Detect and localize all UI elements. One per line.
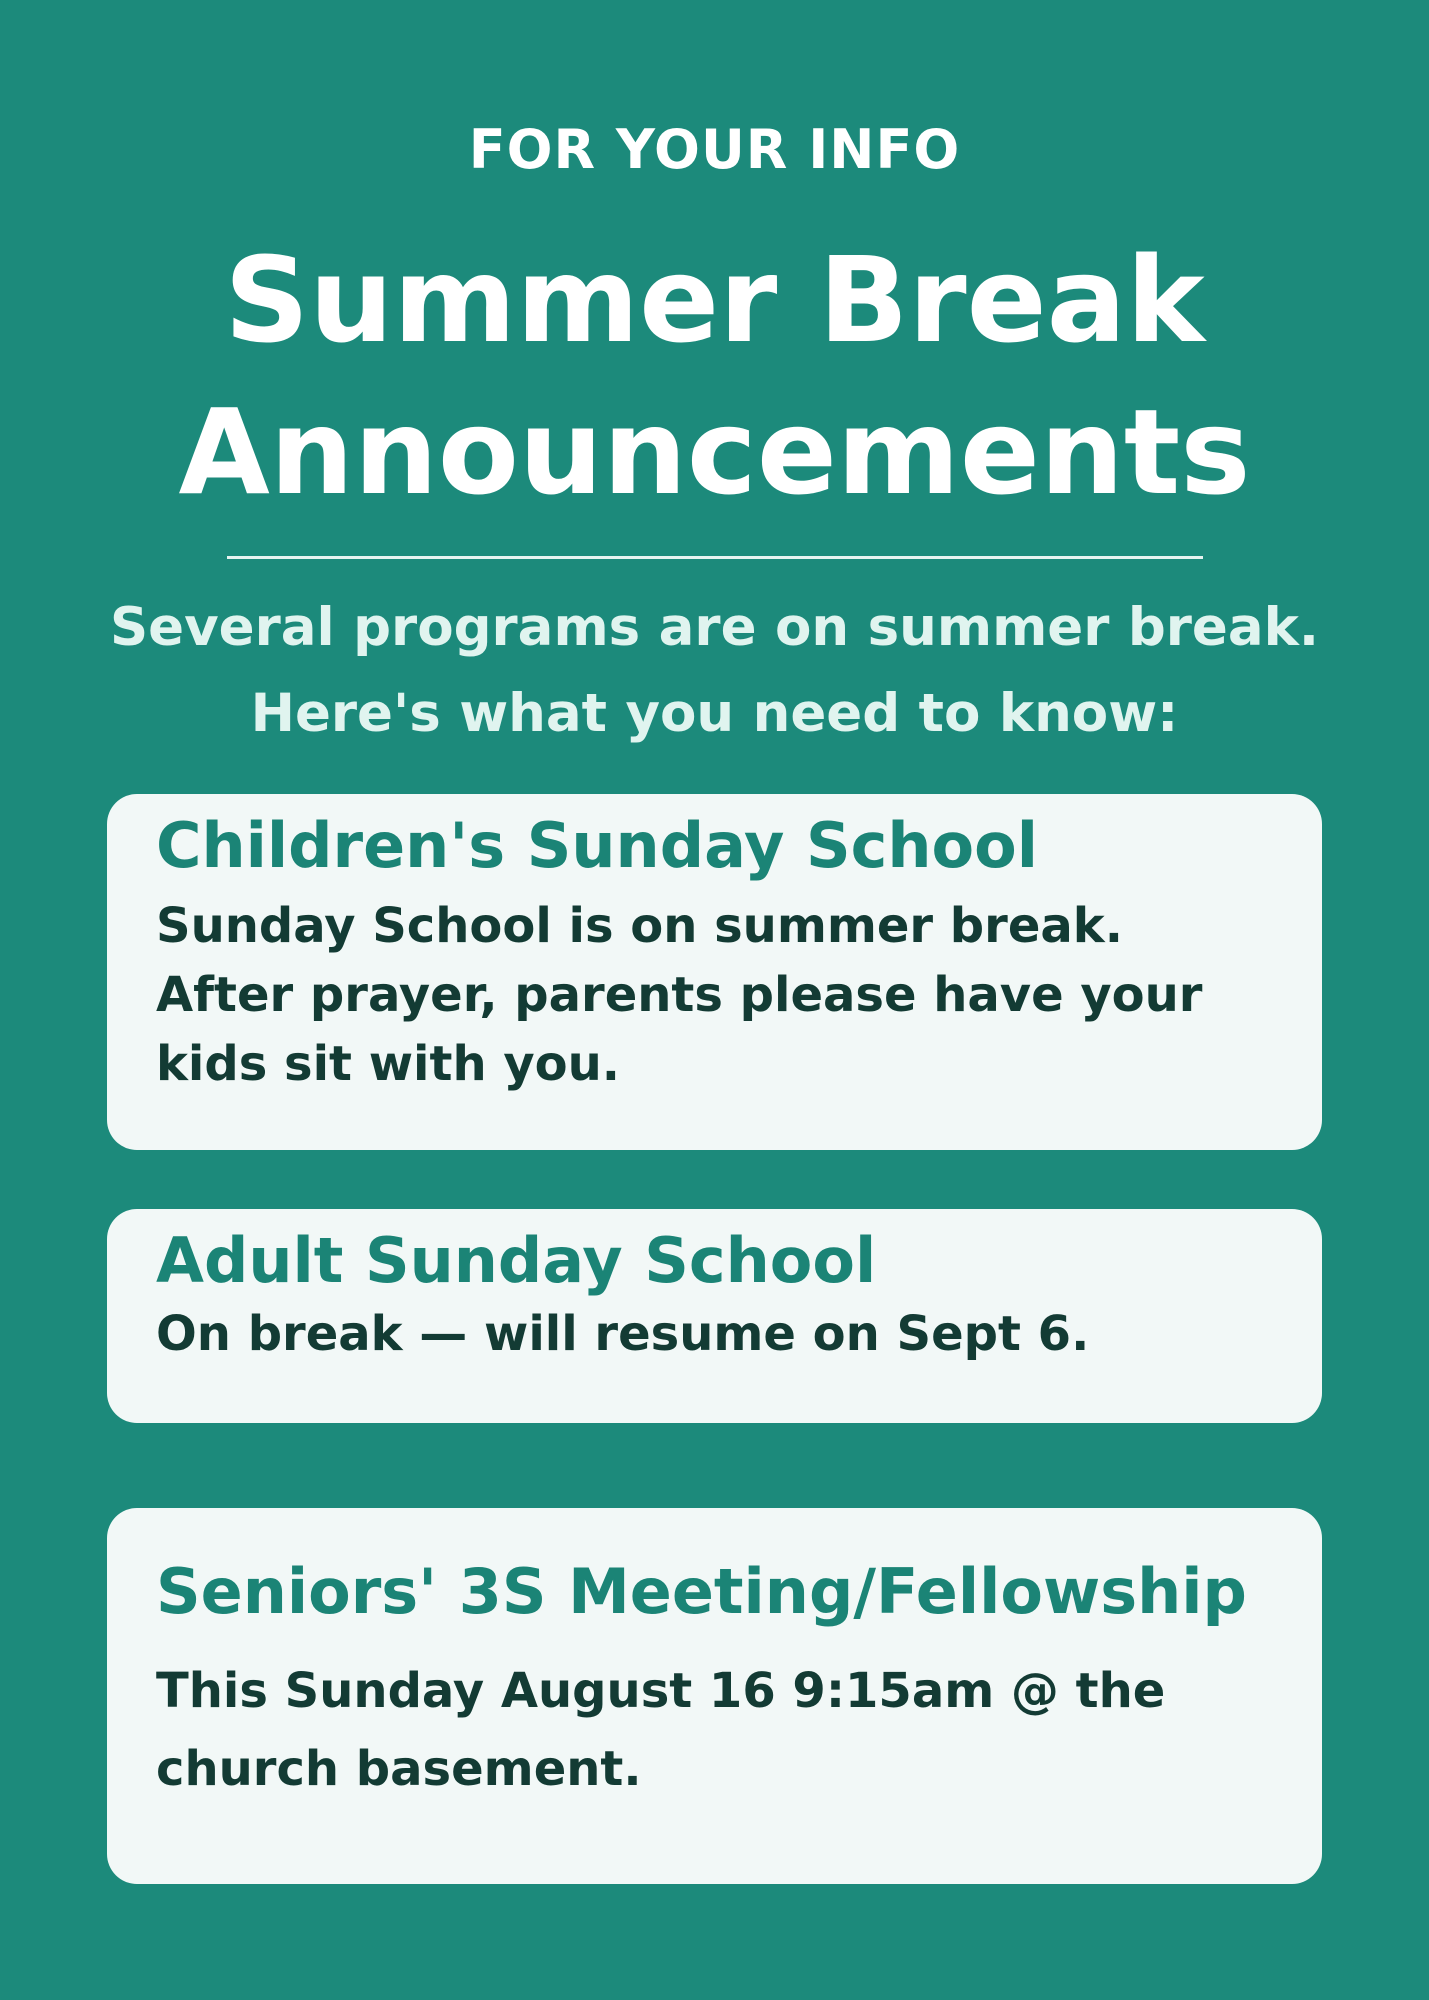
subtitle-line-1: Several programs are on summer break.: [109, 597, 1319, 658]
page-title-line-1: Summer Break: [224, 231, 1205, 369]
card-body: [156, 1299, 1292, 1369]
card-body: [156, 892, 1292, 1099]
childrens-sunday-school-card: [107, 794, 1322, 1150]
page-title: [0, 224, 1429, 528]
card-body-line: Sunday School is on summer break.: [156, 898, 1123, 954]
subtitle: [0, 585, 1429, 757]
card-body-line: On break — will resume on Sept 6.: [156, 1306, 1090, 1362]
card-title: Seniors' 3S Meeting/Fellowship: [156, 1555, 1247, 1628]
card-body-line: church basement.: [156, 1741, 642, 1797]
subtitle-line-2: Here's what you need to know:: [250, 683, 1179, 744]
card-body-line: This Sunday August 16 9:15am @ the: [156, 1663, 1166, 1719]
adult-sunday-school-card: [107, 1209, 1322, 1423]
eyebrow-label: FOR YOUR INFO: [468, 118, 961, 181]
card-title: Adult Sunday School: [156, 1224, 877, 1297]
seniors-meeting-card: [107, 1508, 1322, 1884]
page-title-line-2: Announcements: [178, 383, 1251, 521]
card-body: [156, 1652, 1292, 1808]
card-title: Children's Sunday School: [156, 809, 1038, 882]
card-body-line: kids sit with you.: [156, 1036, 620, 1092]
card-body-line: After prayer, parents please have your: [156, 967, 1203, 1023]
title-divider: [227, 556, 1203, 559]
